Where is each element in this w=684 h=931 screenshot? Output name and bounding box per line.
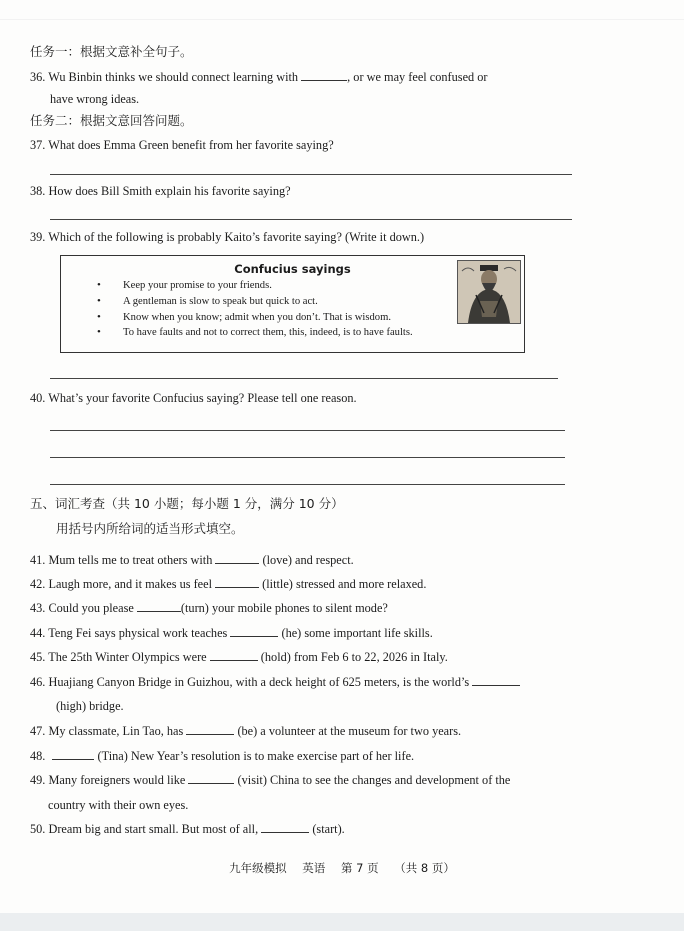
saying-item: • To have faults and not to correct them, this, indeed, is to have faults. xyxy=(97,325,413,341)
q37-answer-line[interactable] xyxy=(50,174,572,175)
q45-text: 45. The 25th Winter Olympics were xyxy=(30,650,207,664)
sayings-list xyxy=(97,278,413,341)
q38-answer-line[interactable] xyxy=(50,219,572,220)
q36-line2: have wrong ideas. xyxy=(50,92,140,106)
question-50 xyxy=(30,821,345,837)
q40-answer-line-3[interactable] xyxy=(50,484,565,485)
question-36 xyxy=(30,69,488,85)
task2-heading: 任务二：根据文意回答问题。 xyxy=(30,113,193,128)
q44-hint: (he) some important life skills. xyxy=(281,626,433,640)
question-49 xyxy=(30,772,510,788)
q48-hint: (Tina) New Year’s resolution is to make exercise part of her life. xyxy=(97,749,415,763)
question-41 xyxy=(30,552,354,568)
q47-text: 47. My classmate, Lin Tao, has xyxy=(30,724,184,738)
question-46 xyxy=(30,674,520,690)
saying-item: • A gentleman is slow to speak but quick to act. xyxy=(97,294,413,310)
q50-hint: (start). xyxy=(312,822,345,836)
q48-blank[interactable] xyxy=(52,749,94,760)
question-44 xyxy=(30,625,433,641)
q42-hint: (little) stressed and more relaxed. xyxy=(262,577,427,591)
q40-answer-line-2[interactable] xyxy=(50,457,565,458)
q45-blank[interactable] xyxy=(210,650,258,661)
q46-blank[interactable] xyxy=(472,675,520,686)
question-42 xyxy=(30,576,426,592)
q43-blank[interactable] xyxy=(137,601,181,612)
q49-hint: (visit) China to see the changes and development of the xyxy=(237,773,511,787)
footer-subject: 英语 xyxy=(302,861,326,875)
q47-hint: (be) a volunteer at the museum for two years. xyxy=(237,724,462,738)
q45-hint: (hold) from Feb 6 to 22, 2026 in Italy. xyxy=(260,650,448,664)
q41-blank[interactable] xyxy=(215,553,259,564)
confucius-sayings-box xyxy=(60,255,525,353)
q46-text: 46. Huajiang Canyon Bridge in Guizhou, with a deck height of 625 meters, is the world’s xyxy=(30,675,470,689)
bottom-strip xyxy=(0,913,684,931)
q44-text: 44. Teng Fei says physical work teaches xyxy=(30,626,228,640)
q46-line2: (high) bridge. xyxy=(56,699,124,713)
q50-blank[interactable] xyxy=(261,822,309,833)
footer-grade: 九年级模拟 xyxy=(229,861,287,875)
q40-answer-line-1[interactable] xyxy=(50,430,565,431)
question-37: 37. What does Emma Green benefit from her favorite saying? xyxy=(30,138,334,152)
box-title: Confucius sayings xyxy=(234,262,351,276)
q41-text: 41. Mum tells me to treat others with xyxy=(30,553,213,567)
question-43 xyxy=(30,600,388,616)
saying-item: • Know when you know; admit when you don’t. That is wisdom. xyxy=(97,310,413,326)
q44-blank[interactable] xyxy=(230,626,278,637)
question-45 xyxy=(30,649,448,665)
confucius-portrait-image xyxy=(457,260,521,324)
footer-total: （共 8 页） xyxy=(394,861,455,875)
question-39: 39. Which of the following is probably Kaito’s favorite saying? (Write it down.) xyxy=(30,230,425,244)
q42-blank[interactable] xyxy=(215,577,259,588)
section5-instruction: 用括号内所给词的适当形式填空。 xyxy=(56,521,244,536)
q42-text: 42. Laugh more, and it makes us feel xyxy=(30,577,213,591)
q49-text: 49. Many foreigners would like xyxy=(30,773,186,787)
q39-answer-line[interactable] xyxy=(50,378,558,379)
section5-heading: 五、词汇考查（共 10 小题；每小题 1 分，满分 10 分） xyxy=(30,496,344,511)
q36-text-end: , or we may feel confused or xyxy=(347,70,488,84)
q41-hint: (love) and respect. xyxy=(262,553,354,567)
task1-heading: 任务一：根据文意补全句子。 xyxy=(30,44,193,59)
q49-line2: country with their own eyes. xyxy=(48,798,189,812)
question-48 xyxy=(30,748,414,764)
q49-blank[interactable] xyxy=(188,773,234,784)
page-footer xyxy=(0,860,684,876)
q48-number: 48. xyxy=(30,749,46,763)
q47-blank[interactable] xyxy=(186,724,234,735)
q50-text: 50. Dream big and start small. But most of all, xyxy=(30,822,259,836)
q36-blank[interactable] xyxy=(301,70,347,81)
q43-hint: (turn) your mobile phones to silent mode? xyxy=(180,601,388,615)
q36-text-start: 36. Wu Binbin thinks we should connect learning with xyxy=(30,70,299,84)
question-47 xyxy=(30,723,461,739)
saying-item: • Keep your promise to your friends. xyxy=(97,278,413,294)
q43-text: 43. Could you please xyxy=(30,601,134,615)
question-38: 38. How does Bill Smith explain his favorite saying? xyxy=(30,184,291,198)
footer-page: 第 7 页 xyxy=(340,861,379,875)
question-40: 40. What’s your favorite Confucius saying? Please tell one reason. xyxy=(30,391,357,405)
